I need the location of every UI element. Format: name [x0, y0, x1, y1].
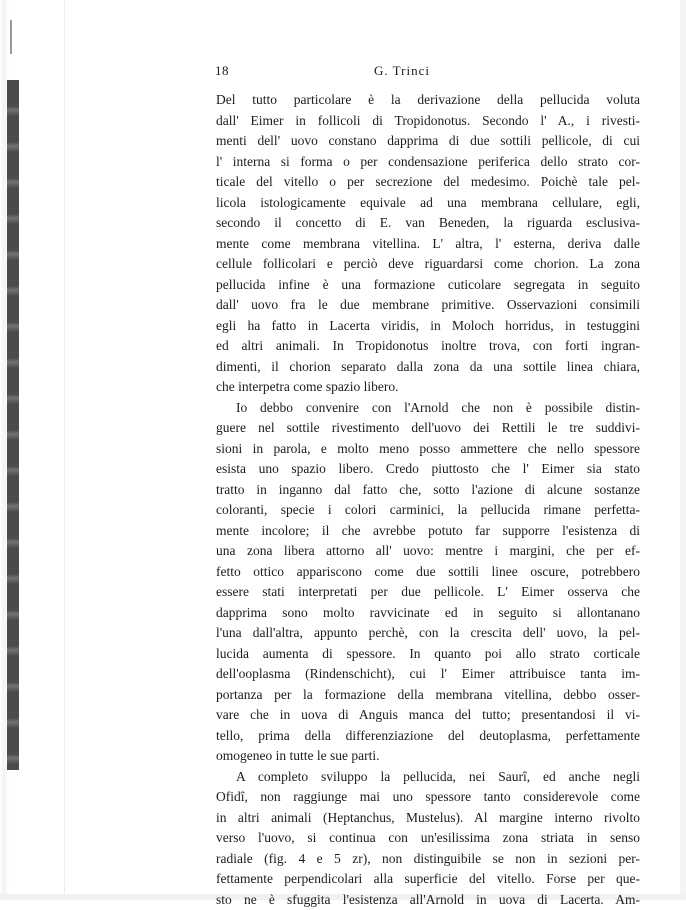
text-line: lucida aumenta di spessore. In quanto poi allo strato corticale [216, 644, 640, 665]
text-line: licola istologicamente equivale ad una membrana cellulare, egli, [216, 193, 640, 214]
text-line: tello, prima della differenziazione del deutoplasma, perfettamente [216, 726, 640, 747]
text-line: l' interna si forma o per condensazione periferica dello strato cor- [216, 152, 640, 173]
running-head: G. Trinci [374, 63, 430, 79]
text-line: Del tutto particolare è la derivazione della pellucida voluta [216, 90, 640, 111]
text-line: dapprima sono molto ravvicinate ed in seguito si allontanano [216, 603, 640, 624]
binding-mark [10, 20, 12, 54]
text-line: fettamente perpendicolari alla superficie del vitello. Forse per que- [216, 869, 640, 890]
body-text [216, 90, 640, 910]
text-line: coloranti, specie i colori carminici, la pellucida rimane perfetta- [216, 500, 640, 521]
text-line: Ofidî, non raggiunge mai uno spessore tanto considerevole come [216, 787, 640, 808]
text-line: dall' Eimer in follicoli di Tropidonotus. Secondo l' A., i rivesti- [216, 111, 640, 132]
text-line: l'una dall'altra, appunto perchè, con la crescita dell' uovo, la pel- [216, 623, 640, 644]
text-line: verso l'uovo, si continua con un'esilissima zona striata in senso [216, 828, 640, 849]
text-line: guere nel sottile rivestimento dell'uovo dei Rettili le tre suddivi- [216, 418, 640, 439]
page-number: 18 [215, 63, 229, 79]
page-edge-right [680, 0, 686, 900]
text-line: in altri animali (Heptanchus, Mustelus). Al margine interno rivolto [216, 808, 640, 829]
text-line: radiale (fig. 4 e 5 zr), non distinguibile se non in sezioni per- [216, 849, 640, 870]
text-line: sioni in parola, e molto meno posso ammettere che nello spessore [216, 439, 640, 460]
text-line: egli ha fatto in Lacerta viridis, in Moloch horridus, in testuggini [216, 316, 640, 337]
text-line: una zona libera attorno all' uovo: mentre i margini, che per ef- [216, 541, 640, 562]
text-line: omogeneo in tutte le sue parti. [216, 746, 640, 767]
text-line: dall' uovo fra le due membrane primitive. Osservazioni consimili [216, 295, 640, 316]
gutter-shadow [64, 0, 65, 900]
text-line: mente incolore; il che avrebbe potuto far supporre l'esistenza di [216, 521, 640, 542]
text-line: essere stati interpretati per due pellicole. L' Eimer osserva che [216, 582, 640, 603]
text-line: tratto in inganno dal fatto che, sotto l'azione di alcune sostanze [216, 480, 640, 501]
text-line: ed altri animali. In Tropidonotus inoltre trova, con forti ingran- [216, 336, 640, 357]
text-line: cellule follicolari e perciò deve riguardarsi come chorion. La zona [216, 254, 640, 275]
text-line: Io debbo convenire con l'Arnold che non è possibile distin- [216, 398, 640, 419]
text-line: A completo sviluppo la pellucida, nei Saurî, ed anche negli [216, 767, 640, 788]
text-line: fetto ottico appariscono come due sottili linee oscure, potrebbero [216, 562, 640, 583]
text-line: che interpetra come spazio libero. [216, 377, 640, 398]
text-line: esista uno spazio libero. Credo piuttosto che l' Eimer sia stato [216, 459, 640, 480]
text-line: dell'ooplasma (Rindenschicht), cui l' Eimer attribuisce tanta im- [216, 664, 640, 685]
binding-edge [7, 80, 19, 770]
text-line: secondo il concetto di E. van Beneden, la riguarda esclusiva- [216, 213, 640, 234]
text-line: ticale del vitello o per secrezione del medesimo. Poichè tale pel- [216, 172, 640, 193]
text-line: sto ne è sfuggita l'esistenza all'Arnold in uova di Lacerta. Am- [216, 890, 640, 910]
text-line: pellucida infine è una formazione cuticolare segregata in seguito [216, 275, 640, 296]
text-line: dimenti, il chorion separato dalla zona da una sottile linea chiara, [216, 357, 640, 378]
text-line: menti dell' uovo constano dapprima di due sottili pellicole, di cui [216, 131, 640, 152]
text-line: vare che in uova di Anguis manca del tutto; presentandosi il vi- [216, 705, 640, 726]
text-line: portanza per la formazione della membrana vitellina, debbo osser- [216, 685, 640, 706]
text-line: mente come membrana vitellina. L' altra, l' esterna, deriva dalle [216, 234, 640, 255]
